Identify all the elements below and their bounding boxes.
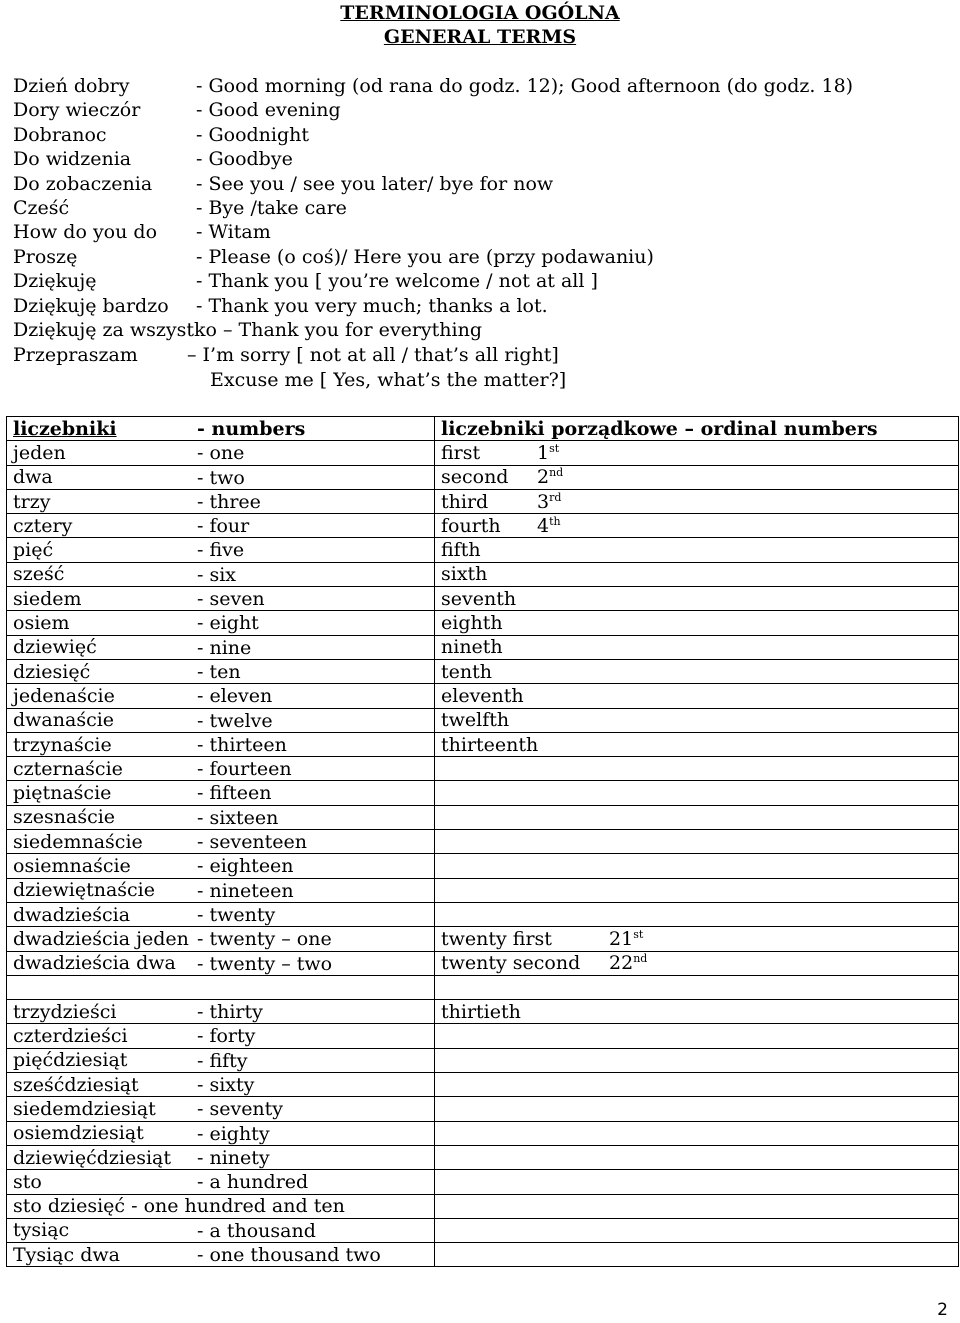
- table-header-row: [7, 417, 959, 441]
- page-number: 2: [937, 1300, 948, 1320]
- number-pl: dwa: [13, 466, 53, 489]
- ordinal-suffix: st: [549, 441, 560, 455]
- table-row: [7, 1048, 959, 1072]
- greeting-en: - Please (o coś)/ Here you are (przy podawaniu): [196, 245, 654, 268]
- number-en: - twenty: [197, 903, 276, 926]
- number-en: - five: [197, 539, 245, 562]
- number-pl: tysiąc: [13, 1219, 70, 1242]
- table-row: [7, 1170, 959, 1194]
- table-row: [7, 684, 959, 708]
- number-en: - seventeen: [197, 831, 308, 854]
- table-row: [7, 465, 959, 489]
- table-row: [7, 1243, 959, 1267]
- number-en: - fifty: [197, 1049, 248, 1072]
- number-en: - sixteen: [197, 806, 279, 829]
- greeting-pl: How do you do: [13, 221, 158, 244]
- number-pl: sto dziesięć - one hundred and ten: [13, 1195, 345, 1218]
- ordinal-en: thirteenth: [441, 733, 539, 756]
- number-pl: dziewięćdziesiąt: [13, 1146, 172, 1169]
- ordinal-en: twenty second: [441, 952, 581, 975]
- greeting-pl: Do zobaczenia: [13, 172, 153, 195]
- number-pl: czternaście: [13, 757, 123, 780]
- ordinal-suffix: th: [549, 514, 561, 528]
- greeting-en: - Goodbye: [196, 148, 293, 171]
- greeting-en: - See you / see you later/ bye for now: [196, 172, 554, 195]
- table-row: [7, 659, 959, 683]
- greeting-en: - Good evening: [196, 99, 341, 122]
- header-ord-pl: liczebniki porządkowe: [441, 417, 678, 440]
- number-pl: trzynaście: [13, 733, 112, 756]
- number-en: - sixty: [197, 1074, 255, 1097]
- number-en: - three: [197, 490, 261, 513]
- table-row: [7, 757, 959, 781]
- table-row: [7, 635, 959, 659]
- numbers-table: [6, 416, 959, 1267]
- number-pl: dziewięć: [13, 636, 97, 659]
- ordinal-number: 22: [609, 952, 634, 975]
- excuse-line: Excuse me [ Yes, what’s the matter?]: [210, 369, 567, 391]
- table-row: [7, 587, 959, 611]
- number-pl: szesnaście: [13, 806, 116, 829]
- table-row: [7, 1145, 959, 1169]
- number-pl: dziesięć: [13, 660, 91, 683]
- table-row: [7, 611, 959, 635]
- greeting-en: - Bye /take care: [196, 197, 347, 219]
- greeting-en: - Thank you [ you’re welcome / not at all ]: [196, 270, 598, 293]
- table-row: [7, 1194, 959, 1218]
- table-row: [7, 489, 959, 513]
- number-pl: dwadzieścia: [13, 903, 131, 926]
- number-en: - eighteen: [197, 855, 294, 878]
- number-pl: jedenaście: [13, 684, 115, 707]
- table-row: [7, 830, 959, 854]
- greeting-en: - Witam: [196, 221, 271, 244]
- greeting-en: - Goodnight: [196, 123, 310, 146]
- ordinal-suffix: nd: [633, 952, 648, 966]
- number-pl: siedemdziesiąt: [13, 1097, 156, 1120]
- table-row: [7, 781, 959, 805]
- table-row: [7, 951, 959, 975]
- table-row: [7, 878, 959, 902]
- thanks-everything-line: Dziękuję za wszystko – Thank you for everything: [13, 319, 482, 341]
- header-ord-en: – ordinal numbers: [684, 417, 878, 440]
- number-en: - seven: [197, 588, 265, 611]
- sorry-pl: Przepraszam: [13, 344, 138, 366]
- greeting-pl: Dziękuję: [13, 270, 97, 293]
- number-en: - twelve: [197, 709, 273, 732]
- number-pl: osiemdziesiąt: [13, 1122, 144, 1145]
- ordinal-number: 3: [537, 490, 550, 513]
- ordinal-number: 2: [537, 466, 550, 489]
- number-en: - ten: [197, 660, 241, 683]
- table-row: [7, 1073, 959, 1097]
- greeting-en: - Good morning (od rana do godz. 12); Good afternoon (do godz. 18): [196, 75, 854, 97]
- number-en: - eleven: [197, 685, 273, 708]
- ordinal-en: fifth: [441, 539, 481, 562]
- table-row: [7, 902, 959, 926]
- greeting-pl: Dory wieczór: [13, 99, 141, 122]
- table-row: [7, 708, 959, 732]
- table-row: [7, 1097, 959, 1121]
- number-pl: dziewiętnaście: [13, 879, 155, 902]
- ordinal-suffix: nd: [549, 466, 564, 480]
- number-en: - twenty – one: [197, 928, 332, 951]
- table-row: [7, 805, 959, 829]
- table-row: [7, 975, 959, 999]
- number-pl: jeden: [13, 441, 66, 464]
- ordinal-en: third: [441, 490, 489, 513]
- number-pl: osiem: [13, 612, 70, 635]
- number-pl: dwanaście: [13, 709, 115, 732]
- number-pl: Tysiąc dwa: [13, 1243, 120, 1266]
- table-row: [7, 1000, 959, 1024]
- ordinal-suffix: rd: [549, 490, 562, 504]
- ordinal-number: 1: [537, 441, 550, 464]
- greeting-pl: Do widzenia: [13, 148, 132, 171]
- greeting-pl: Proszę: [13, 245, 78, 268]
- number-pl: czterdzieści: [13, 1025, 128, 1048]
- number-pl: siedemnaście: [13, 830, 143, 853]
- ordinal-en: thirtieth: [441, 1000, 521, 1023]
- number-en: - one thousand two: [197, 1244, 381, 1267]
- number-en: - seventy: [197, 1098, 284, 1121]
- number-en: - six: [197, 563, 237, 586]
- number-en: - fourteen: [197, 758, 292, 781]
- number-pl: piętnaście: [13, 782, 112, 805]
- table-row: [7, 854, 959, 878]
- ordinal-en: fourth: [441, 514, 501, 537]
- number-en: - one: [197, 442, 245, 465]
- number-en: - thirty: [197, 1001, 263, 1024]
- number-en: - eight: [197, 612, 259, 635]
- number-en: - eighty: [197, 1122, 270, 1145]
- number-pl: sześćdziesiąt: [13, 1073, 139, 1096]
- number-pl: trzy: [13, 490, 51, 513]
- greeting-pl: Dziękuję bardzo: [13, 294, 169, 317]
- number-en: - two: [197, 466, 245, 489]
- ordinal-en: eleventh: [441, 684, 524, 707]
- table-row: [7, 1121, 959, 1145]
- table-row: [7, 514, 959, 538]
- number-en: - a hundred: [197, 1171, 309, 1194]
- ordinal-en: first: [441, 441, 481, 464]
- ordinal-en: tenth: [441, 660, 492, 683]
- ordinal-en: eighth: [441, 612, 503, 635]
- greeting-pl: Dobranoc: [13, 123, 107, 146]
- number-pl: dwadzieścia jeden: [13, 927, 189, 950]
- number-en: - twenty – two: [197, 952, 333, 975]
- greeting-pl: Dzień dobry: [13, 75, 130, 97]
- number-pl: trzydzieści: [13, 1000, 117, 1023]
- ordinal-en: seventh: [441, 587, 517, 610]
- ordinal-en: twenty first: [441, 927, 552, 950]
- table-row: [7, 1218, 959, 1242]
- number-en: - thirteen: [197, 733, 287, 756]
- number-pl: pięć: [13, 539, 54, 562]
- table-row: [7, 732, 959, 756]
- number-en: - four: [197, 515, 250, 538]
- ordinal-number: 21: [609, 927, 634, 950]
- ordinal-suffix: st: [633, 927, 644, 941]
- number-pl: sześć: [13, 563, 65, 586]
- number-en: - a thousand: [197, 1219, 316, 1242]
- header-pl: liczebniki: [13, 417, 117, 440]
- number-pl: siedem: [13, 587, 82, 610]
- ordinal-en: sixth: [441, 563, 488, 586]
- number-pl: dwadzieścia dwa: [13, 952, 176, 975]
- number-pl: pięćdziesiąt: [13, 1049, 128, 1072]
- ordinal-en: twelfth: [441, 709, 510, 732]
- document-subtitle: GENERAL TERMS: [383, 26, 577, 48]
- document-title: TERMINOLOGIA OGÓLNA: [340, 2, 620, 24]
- sorry-en: – I’m sorry [ not at all / that’s all right]: [187, 344, 559, 366]
- number-en: - ninety: [197, 1146, 270, 1169]
- ordinal-en: second: [441, 466, 509, 489]
- number-pl: osiemnaście: [13, 854, 131, 877]
- table-row: [7, 538, 959, 562]
- greeting-en: - Thank you very much; thanks a lot.: [196, 294, 548, 317]
- table-row: [7, 562, 959, 586]
- number-en: - nine: [197, 636, 252, 659]
- table-row: [7, 927, 959, 951]
- table-row: [7, 441, 959, 465]
- number-en: - forty: [197, 1025, 256, 1048]
- header-en: - numbers: [197, 418, 306, 440]
- number-en: - fifteen: [197, 782, 272, 805]
- number-pl: sto: [13, 1170, 42, 1193]
- ordinal-number: 4: [537, 514, 550, 537]
- ordinal-en: nineth: [441, 636, 503, 659]
- greeting-pl: Cześć: [13, 197, 70, 219]
- table-row: [7, 1024, 959, 1048]
- number-en: - nineteen: [197, 879, 294, 902]
- number-pl: cztery: [13, 514, 73, 537]
